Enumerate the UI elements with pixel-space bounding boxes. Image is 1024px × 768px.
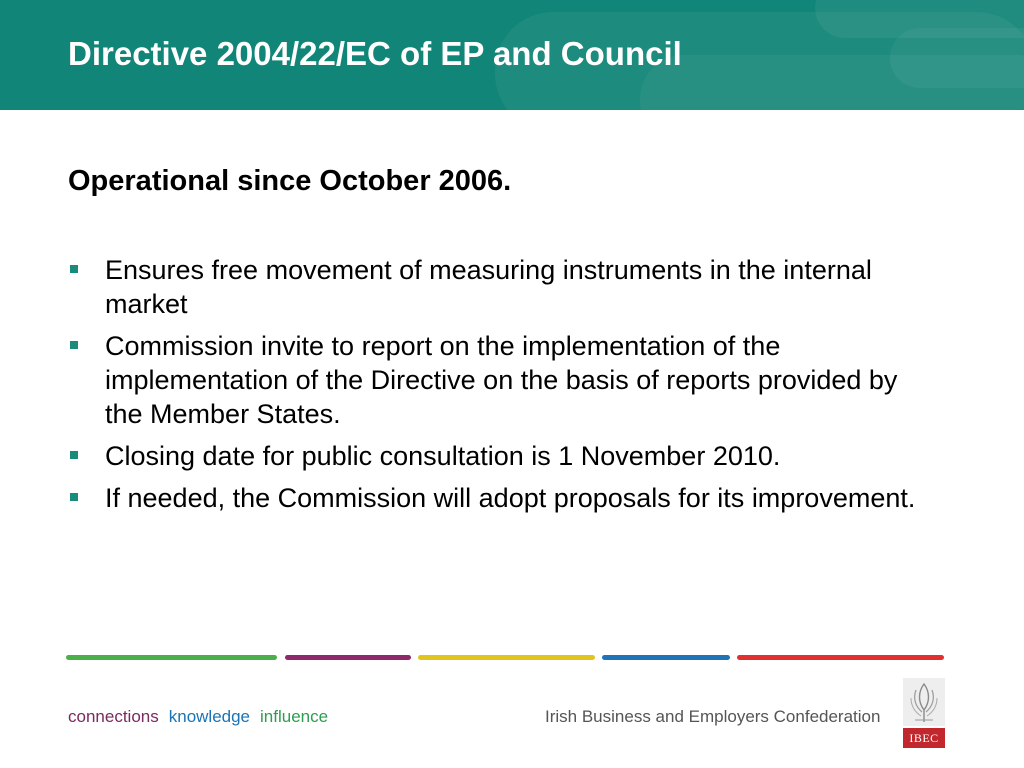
square-bullet-icon xyxy=(70,493,78,501)
divider-stripe-purple xyxy=(285,655,411,660)
bullet-item xyxy=(68,253,928,321)
divider-stripe-green xyxy=(66,655,277,660)
divider-stripe-blue xyxy=(602,655,730,660)
bullet-item xyxy=(68,439,928,473)
square-bullet-icon xyxy=(70,265,78,273)
bullet-text: Closing date for public consultation is 1 November 2010. xyxy=(105,441,781,471)
title-bar xyxy=(0,0,1024,110)
wheat-sheaf-icon xyxy=(903,678,945,726)
tagline xyxy=(68,707,338,727)
bullet-text: If needed, the Commission will adopt proposals for its improvement. xyxy=(105,483,916,513)
tagline-connections: connections xyxy=(68,707,159,726)
bullet-list xyxy=(68,253,928,523)
logo-label: IBEC xyxy=(903,728,945,748)
ibec-logo xyxy=(903,678,945,748)
divider-stripe-red xyxy=(737,655,944,660)
organization-name: Irish Business and Employers Confederation xyxy=(545,707,881,726)
bullet-text: Commission invite to report on the implementation of the implementation of the Directive on the basis of reports provided by the Member States. xyxy=(105,331,898,429)
bullet-text: Ensures free movement of measuring instruments in the internal market xyxy=(105,255,872,319)
bullet-item xyxy=(68,329,928,431)
tagline-knowledge: knowledge xyxy=(168,707,251,726)
subtitle: Operational since October 2006. xyxy=(68,165,512,197)
square-bullet-icon xyxy=(70,451,78,459)
slide-title: Directive 2004/22/EC of EP and Council xyxy=(68,35,682,72)
tagline-influence: influence xyxy=(260,707,329,726)
bullet-item xyxy=(68,481,928,515)
square-bullet-icon xyxy=(70,341,78,349)
divider-stripe-yellow xyxy=(418,655,595,660)
